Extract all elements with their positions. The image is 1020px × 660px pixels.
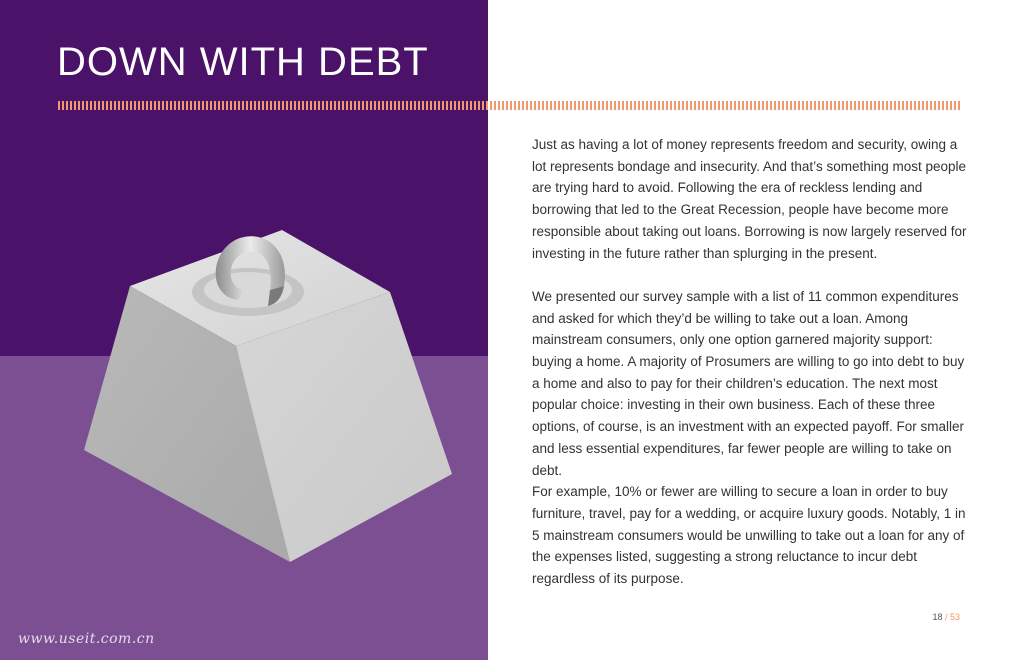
paragraph-2: We presented our survey sample with a list of 11 common expenditures and asked for which they’d be willing to take out a loan. Among mainstream consumers, only one option garnered majority support: buying a home. A majority of Prosumers are willing to go into debt to buy a home and also to pay for their children’s education. The next most popular choice: investing in their own business. Each of these three options, of course, is an investment with an expected payoff. For smaller and less essential expenditures, far fewer people are willing to take on debt. — [532, 288, 965, 478]
page-number — [932, 612, 960, 622]
page-current: 18 — [932, 612, 943, 622]
page-separator: / — [942, 612, 950, 622]
weight-icon — [0, 0, 488, 660]
paragraph-3: For example, 10% or fewer are willing to secure a loan in order to buy furniture, travel, pay for a wedding, or acquire luxury goods. Notably, 1 in 5 mainstream consumers would be unwilling to take out a loan for any of the expenses listed, suggesting a strong reluctance to incur debt regardless of its purpose. — [532, 484, 966, 587]
watermark-text: www.useit.com.cn — [18, 631, 155, 647]
article-body — [532, 134, 972, 590]
page-title: DOWN WITH DEBT — [57, 40, 429, 84]
paragraph-1: Just as having a lot of money represents freedom and security, owing a lot represents bondage and insecurity. And that’s something most people are trying hard to avoid. Following the era of reckless lending and borrowing that led to the Great Recession, people have become more responsible about taking out loans. Borrowing is now largely reserved for investing in the future rather than splurging in the present. — [532, 137, 967, 261]
decorative-rule — [58, 101, 960, 110]
page-total: 53 — [949, 612, 960, 622]
